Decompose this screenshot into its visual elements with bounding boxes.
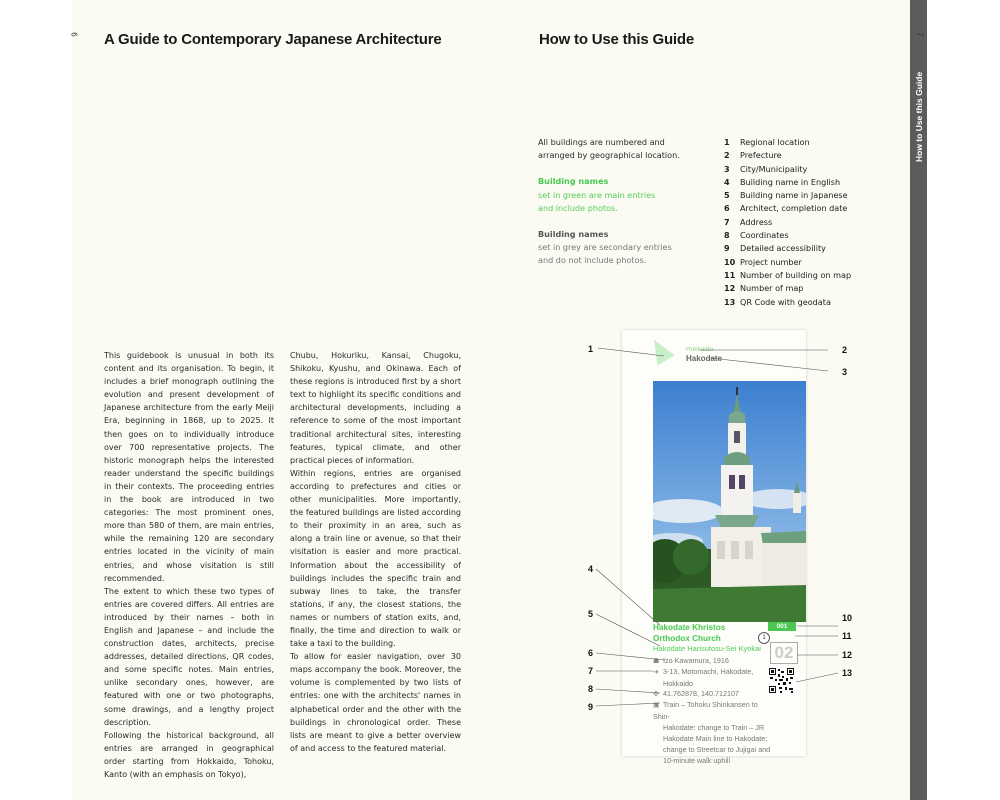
person-icon: ☗ — [653, 658, 660, 665]
address-text: Hokkaido — [663, 679, 693, 688]
legend-number: 11 — [724, 269, 736, 280]
callout-number: 13 — [842, 668, 853, 678]
intro-line: All buildings are numbered and — [538, 137, 665, 147]
callout-number: 6 — [588, 648, 594, 658]
callout-number: 12 — [842, 650, 853, 660]
coords-text: 41.762878, 140.712107 — [663, 689, 739, 698]
callout-number: 1 — [588, 344, 594, 354]
crosshair-icon: ✜ — [653, 691, 659, 698]
train-icon: ▣ — [653, 702, 660, 709]
body-paragraph: The extent to which these two types of entries are covered differs. All entries are introduced by their names – both in English and Japanese – and include the construction dates, architects, precise addresses, detailed directions, QR codes, and some specific notes. Main entries, unlike secondary ones, however, are featured with one or two photographs, some drawings, and a lengthy project description. — [104, 586, 274, 727]
legend-number: 6 — [724, 203, 730, 214]
legend-label: Project number — [740, 256, 802, 267]
map-number: 02 — [770, 642, 798, 664]
legend-number: 13 — [724, 296, 736, 307]
legend-label: Number of building on map — [740, 269, 852, 280]
name-en-line: Orthodox Church — [653, 634, 721, 643]
legend-label: Building name in English — [740, 176, 841, 187]
callout-number: 8 — [588, 684, 594, 694]
left-page-title: A Guide to Contemporary Japanese Architecture — [104, 31, 442, 48]
legend-label: Detailed accessibility — [740, 243, 826, 254]
body-paragraph: Following the historical background, all entries are arranged in geographical order starting from Hokkaido, Tohoku, Kanto (with an emphasis on Tokyo), — [104, 730, 274, 779]
legend-number: 9 — [724, 243, 730, 254]
legend-label: Coordinates — [740, 230, 789, 241]
legend-label: Prefecture — [740, 150, 782, 161]
body-paragraph: Within regions, entries are organised according to prefectures and cities or other municipalities. More importantly, the featured buildings are listed according to their proximity in an area, such as along a train line or avenue, so that their visitation is easier and more practical. Information about the accessibility of buildings includes the specific train and subway lines to take, the transfer stations, if any, the closest stations, the names or numbers of station exits, and, finally, the time and direction to walk or take a taxi to the building. — [290, 468, 461, 649]
section-tab-label: How to Use this Guide — [914, 71, 924, 162]
legend-number: 8 — [724, 230, 730, 241]
legend-label: Architect, completion date — [740, 203, 848, 214]
callout-number: 9 — [588, 702, 594, 712]
legend-number: 5 — [724, 190, 730, 201]
legend-label: Regional location — [740, 137, 810, 147]
legend-label: Address — [740, 216, 773, 227]
callout-number: 5 — [588, 609, 594, 619]
right-page-number: 7 — [915, 32, 925, 37]
right-page-title: How to Use this Guide — [539, 31, 694, 48]
legend-number: 10 — [724, 256, 736, 267]
intro-line: arranged by geographical location. — [538, 150, 680, 161]
body-paragraph: This guidebook is unusual in both its content and its organisation. To begin, it includes a brief monograph outlining the evolution and present development of Japanese architecture from the early Meiji Era, beginning in 1868, up to 2025. It then goes on to individually introduce over 700 representative projects. The historic monograph helps the interested reader understand the specific buildings in their contexts. The proceeding entries in the book are introduced in two categories: The most prominent ones, more than 580 of them, are main entries, while the remaining 120 are secondary entries located in the vicinity of main entries, and whose visitation is still recommended. — [104, 351, 274, 583]
callout-number: 11 — [842, 631, 852, 641]
access-text: 10-minute walk uphill — [663, 756, 731, 765]
legend-number: 3 — [724, 163, 730, 174]
body-paragraph: Chubu, Hokuriku, Kansai, Chugoku, Shikoku, Kyushu, and Okinawa. Each of these regions is introduced first by a short text to highlight its specific conditions and architectural developments, including a reference to some of the most important traditional architectural sites, interesting features, typical climate, and other practical pieces of information. — [290, 351, 461, 465]
building-map-number: 1 — [758, 632, 770, 644]
grey-heading: Building names — [538, 229, 609, 240]
green-heading: Building names — [538, 176, 609, 187]
name-en-line: Hakodate Khristos — [653, 623, 726, 632]
legend-number: 4 — [724, 176, 730, 187]
grey-line: and do not include photos. — [538, 255, 647, 266]
green-line: and include photos. — [538, 202, 618, 213]
legend-label: Number of map — [740, 283, 804, 294]
legend-label: City/Municipality — [740, 163, 808, 174]
callout-number: 10 — [842, 613, 853, 623]
access-text: Hakodate Main line to Hakodate; — [663, 734, 768, 743]
callout-number: 7 — [588, 666, 594, 676]
card-name-ja: Hakodate Harisutosu-Sei Kyokai — [653, 644, 761, 653]
callout-number: 3 — [842, 367, 848, 377]
arrow-icon: ➜ — [653, 669, 659, 676]
legend-label: Building name in Japanese — [740, 190, 848, 201]
address-text: 3-13, Motomachi, Hakodate, — [663, 667, 754, 676]
grey-line: set in grey are secondary entries — [538, 242, 672, 253]
architect-text: Izo Kawamura, 1916 — [663, 656, 729, 665]
body-paragraph: To allow for easier navigation, over 30 maps accompany the book. Moreover, the volume is complemented by two lists of entries: one with the architects' names in alphabetical order and the other with the buildings in chronological order. These lists are meant to give a better overview of and access to the featured material. — [290, 652, 461, 753]
access-text: change to Streetcar to Jujigai and — [663, 745, 771, 754]
left-page-number: 6 — [69, 32, 79, 37]
legend-number: 7 — [724, 216, 730, 227]
green-line: set in green are main entries — [538, 189, 656, 200]
project-number-badge: 001 — [768, 622, 796, 631]
legend-number: 12 — [724, 283, 736, 294]
legend-number: 2 — [724, 150, 730, 161]
callout-number: 2 — [842, 345, 848, 355]
access-text: Hakodate: change to Train – JR — [663, 723, 765, 732]
access-text: Train – Tohoku Shinkansen to Shin- — [653, 700, 758, 721]
legend-number: 1 — [724, 137, 730, 147]
card-city: Hakodate — [686, 354, 723, 363]
legend-label: QR Code with geodata — [740, 296, 831, 307]
callout-number: 4 — [588, 564, 594, 574]
card-prefecture: Hokkaido — [686, 346, 714, 353]
